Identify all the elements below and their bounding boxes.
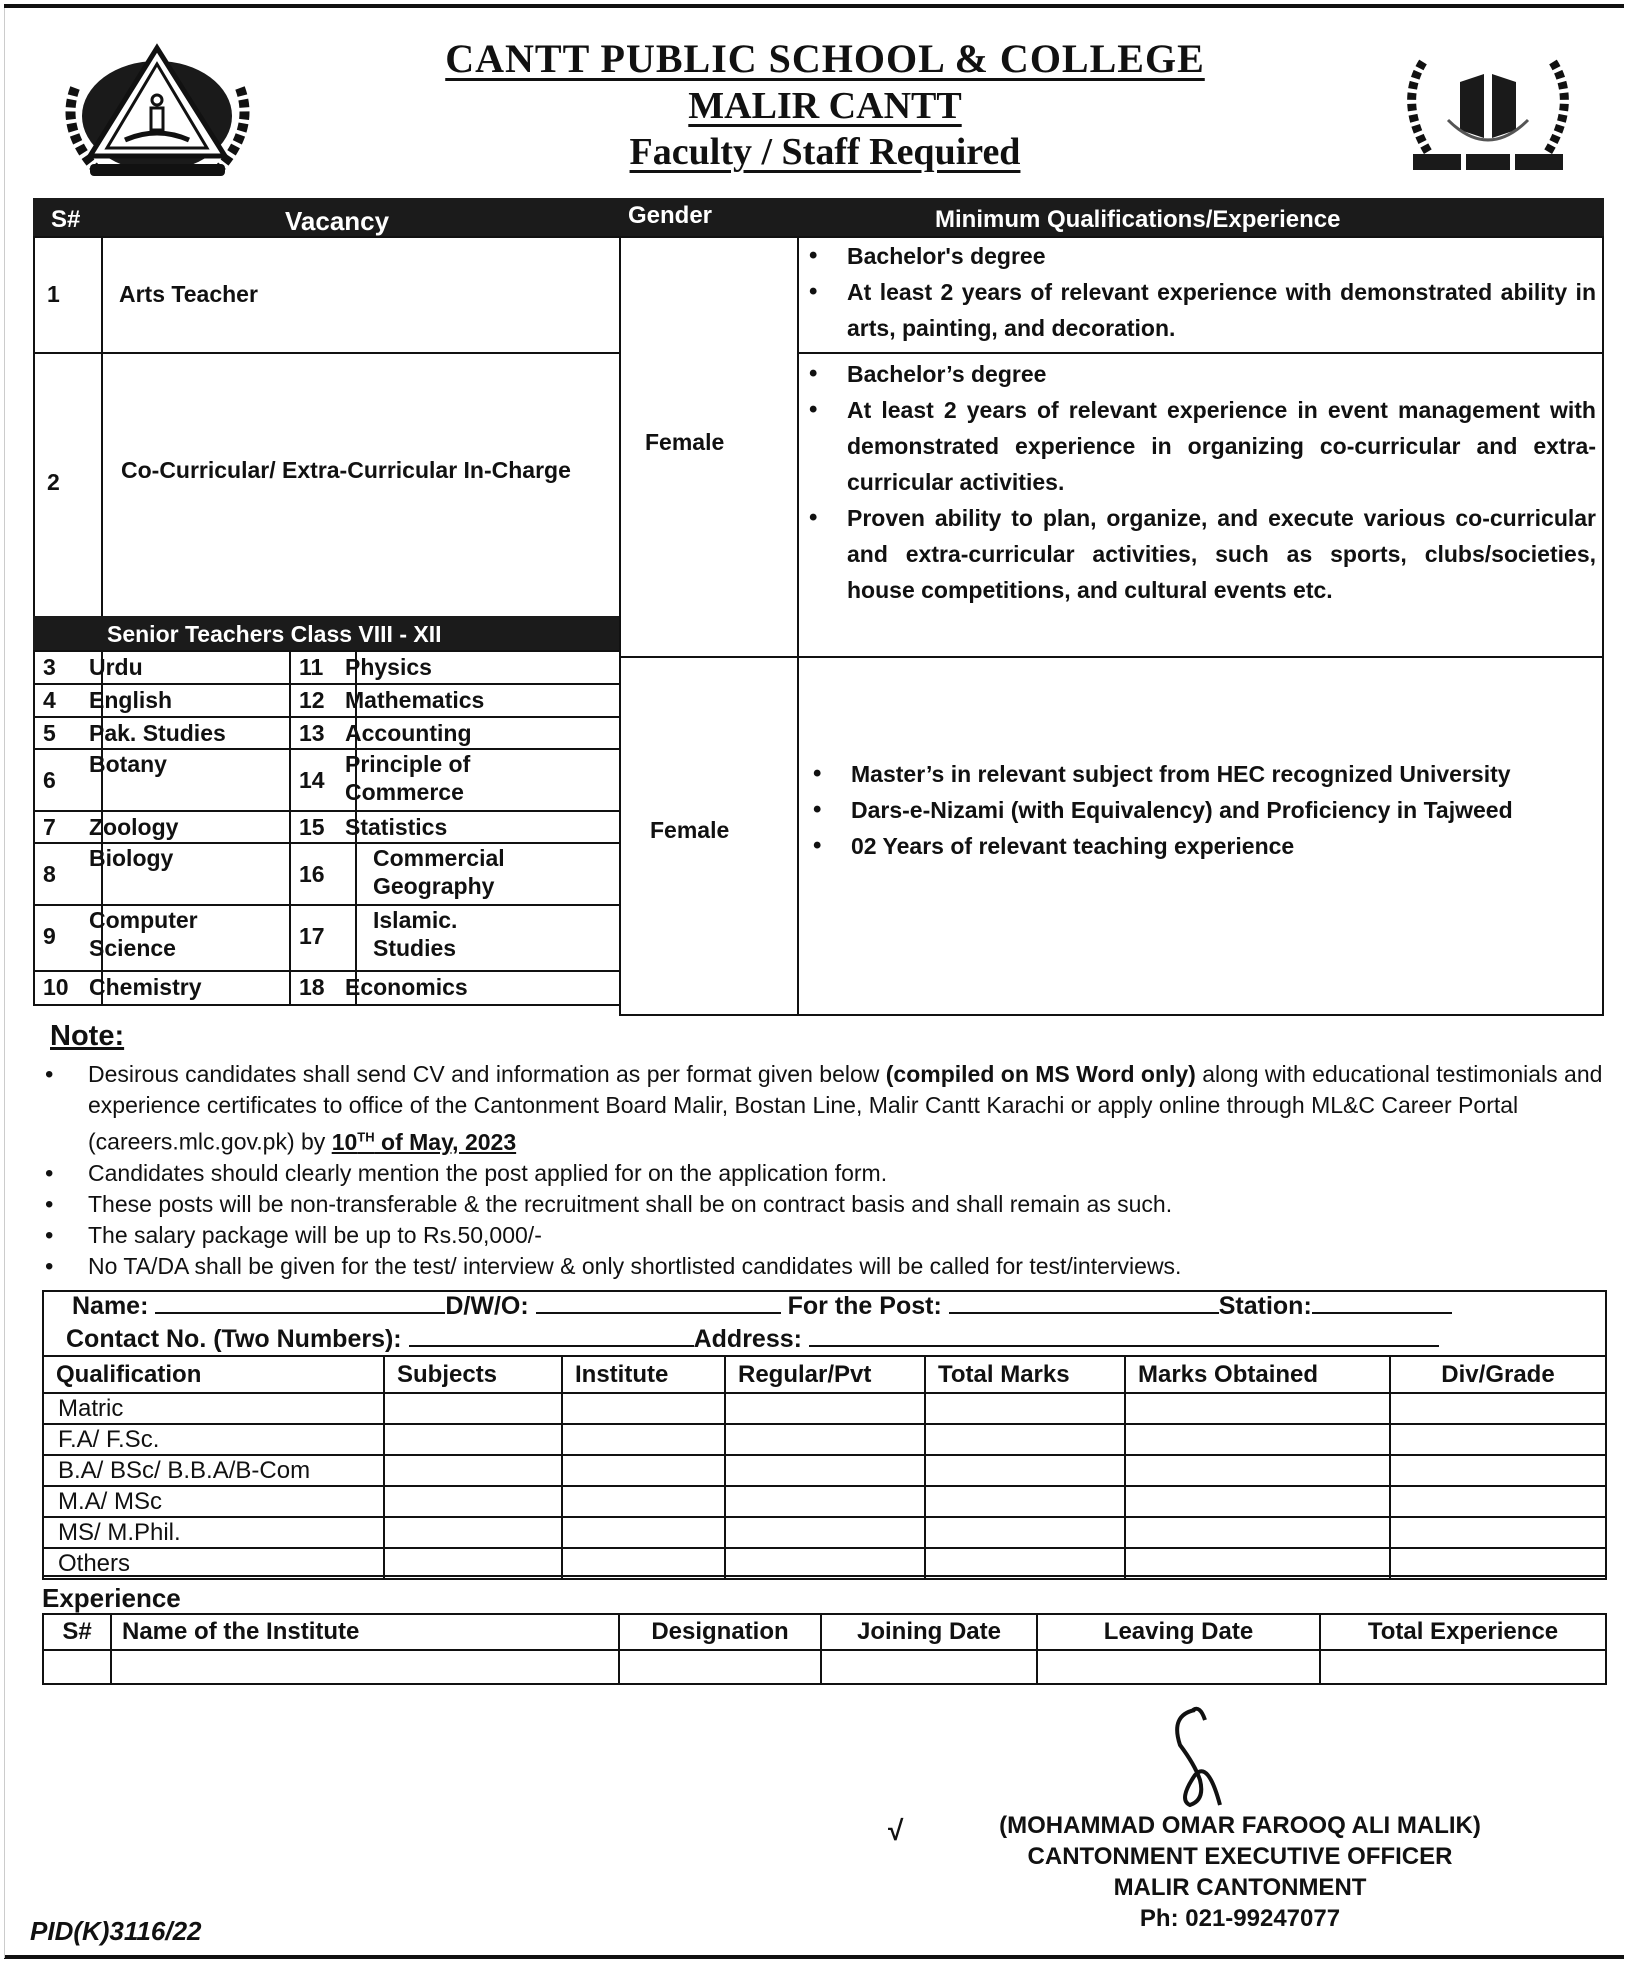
signatory-name: (MOHAMMAD OMAR FAROOQ ALI MALIK) (999, 1812, 1481, 1839)
signatory-office: MALIR CANTONMENT (1113, 1874, 1367, 1901)
exp-cell[interactable] (111, 1650, 619, 1684)
row2-sno: 2 (47, 469, 60, 495)
tick-mark: √ (888, 1815, 904, 1846)
deadline-date: 10TH of May, 2023 (331, 1128, 517, 1155)
qualification-input-cell[interactable] (1390, 1517, 1606, 1548)
subject-sno: 4 (43, 687, 56, 713)
pid-number: PID(K)3116/22 (30, 1916, 202, 1946)
qualification-item: • Proven ability to plan, organize, and execute various co-curricular and extra-curricular activities, such as sports, clubs/societies, house competitions, and cultural events etc. (809, 500, 1596, 608)
station-label: Station: (1218, 1292, 1312, 1320)
qualification-input-cell[interactable] (384, 1455, 562, 1486)
qualification-input-cell[interactable] (1125, 1486, 1390, 1517)
form-row-2 (66, 1325, 1439, 1354)
group2-gender: Female (650, 817, 730, 843)
vacancy-table-header (33, 198, 1604, 238)
subject-name: Chemistry (89, 974, 202, 1000)
signatory-block (880, 1810, 1600, 1934)
qcol: Marks Obtained (1125, 1356, 1390, 1393)
subject-name: Islamic. Studies (373, 907, 458, 961)
page-edge (4, 8, 5, 1958)
qualification-level: F.A/ F.Sc. (43, 1424, 384, 1455)
name-field[interactable] (155, 1292, 445, 1314)
contact-label: Contact No. (Two Numbers): (66, 1325, 402, 1353)
subject-sno: 10 (43, 974, 69, 1000)
subject-sno: 13 (299, 720, 325, 746)
qualification-input-cell[interactable] (384, 1393, 562, 1424)
subject-sno: 12 (299, 687, 325, 713)
qcol: Div/Grade (1390, 1356, 1606, 1393)
post-field[interactable] (949, 1292, 1219, 1314)
qualification-input-cell[interactable] (562, 1393, 725, 1424)
exp-cell[interactable] (43, 1650, 111, 1684)
note-item: • Desirous candidates shall send CV and information as per format given below (compiled on MS Word only) along with educational testimonials and experience certificates to office of the Cantonment Board Malir, Bostan Line, Malir Cantt Karachi or apply online through ML&C Career Portal (careers.mlc.gov.pk) by 10TH of May, 2023 (45, 1059, 1605, 1158)
qualification-row (43, 1424, 1606, 1455)
qualification-input-cell[interactable] (925, 1455, 1125, 1486)
ecol: Leaving Date (1037, 1614, 1320, 1650)
experience-row (43, 1650, 1606, 1684)
contact-field[interactable] (409, 1325, 694, 1347)
qcol: Qualification (43, 1356, 384, 1393)
subject-sno: 8 (43, 861, 56, 887)
senior-teachers-title: Senior Teachers Class VIII - XII (107, 621, 442, 647)
qualification-level: Others (43, 1548, 384, 1579)
note-item: • No TA/DA shall be given for the test/ interview & only shortlisted candidates will be called for test/interviews. (45, 1251, 1605, 1282)
note-item: • The salary package will be up to Rs.50,000/- (45, 1220, 1605, 1251)
qualification-input-cell[interactable] (1390, 1486, 1606, 1517)
row1-sno-cell (33, 236, 103, 354)
school-crest-icon (55, 28, 260, 178)
subject-name: Physics (345, 654, 432, 680)
subject-sno: 3 (43, 654, 56, 680)
qualification-row (43, 1548, 1606, 1579)
qualification-input-cell[interactable] (1125, 1455, 1390, 1486)
subject-sno: 7 (43, 814, 56, 840)
exp-cell[interactable] (1037, 1650, 1320, 1684)
ecol: S# (43, 1614, 111, 1650)
qualification-input-cell[interactable] (1125, 1393, 1390, 1424)
subject-sno: 5 (43, 720, 56, 746)
subject-name: Accounting (345, 720, 472, 746)
qualification-input-cell[interactable] (925, 1424, 1125, 1455)
qualification-input-cell[interactable] (925, 1517, 1125, 1548)
qualification-input-cell[interactable] (1125, 1517, 1390, 1548)
school-name: CANTT PUBLIC SCHOOL & COLLEGE (445, 36, 1205, 81)
subject-sno: 18 (299, 974, 325, 1000)
qualification-input-cell[interactable] (384, 1517, 562, 1548)
qualification-input-cell[interactable] (562, 1486, 725, 1517)
qualification-row (43, 1393, 1606, 1424)
qualification-input-cell[interactable] (1390, 1393, 1606, 1424)
qcol: Total Marks (925, 1356, 1125, 1393)
signature-icon (1150, 1705, 1250, 1815)
form-row-1 (72, 1292, 1452, 1321)
qualification-input-cell[interactable] (1390, 1424, 1606, 1455)
subject-name: Principle of Commerce (345, 751, 471, 805)
address-label: Address: (693, 1325, 802, 1353)
ecol: Joining Date (821, 1614, 1037, 1650)
qualification-input-cell[interactable] (925, 1393, 1125, 1424)
subject-name: Computer Science (89, 907, 198, 961)
subject-name: Pak. Studies (89, 720, 226, 746)
subject-name: Economics (345, 974, 468, 1000)
qualification-input-cell[interactable] (725, 1517, 925, 1548)
qualification-item: • Bachelor's degree (809, 238, 1596, 274)
qualification-input-cell[interactable] (725, 1393, 925, 1424)
subject-sno: 15 (299, 814, 325, 840)
qualification-input-cell[interactable] (562, 1548, 725, 1579)
qualification-input-cell[interactable] (1390, 1455, 1606, 1486)
qualification-input-cell[interactable] (562, 1455, 725, 1486)
qualification-input-cell[interactable] (562, 1517, 725, 1548)
dwo-label: D/W/O: (445, 1292, 529, 1320)
senior-qualifications (813, 756, 1593, 864)
qualification-input-cell[interactable] (725, 1424, 925, 1455)
qualification-level: M.A/ MSc (43, 1486, 384, 1517)
post-label: For the Post: (787, 1292, 942, 1320)
subject-name: Statistics (345, 814, 448, 840)
qualification-input-cell[interactable] (1390, 1548, 1606, 1579)
qualification-input-cell[interactable] (562, 1424, 725, 1455)
row1-sno: 1 (47, 281, 60, 307)
subject-sno: 17 (299, 923, 325, 949)
qualification-row (43, 1455, 1606, 1486)
dwo-field[interactable] (536, 1292, 781, 1314)
subject-sno: 16 (299, 861, 325, 887)
qualification-item: • Master’s in relevant subject from HEC recognized University (813, 756, 1593, 792)
name-label: Name: (72, 1292, 149, 1320)
qualification-input-cell[interactable] (725, 1486, 925, 1517)
ecol: Name of the Institute (111, 1614, 619, 1650)
station-field[interactable] (1312, 1292, 1452, 1314)
note-item: • These posts will be non-transferable & the recruitment shall be on contract basis and shall remain as such. (45, 1189, 1605, 1220)
qcol: Regular/Pvt (725, 1356, 925, 1393)
qualification-input-cell[interactable] (725, 1548, 925, 1579)
subject-name: Botany (89, 751, 167, 777)
vacancy-table (33, 198, 1604, 1016)
subject-sno: 9 (43, 923, 56, 949)
note-item: • Candidates should clearly mention the post applied for on the application form. (45, 1158, 1605, 1189)
qualification-input-cell[interactable] (925, 1486, 1125, 1517)
row2-sno-cell (33, 352, 103, 618)
qualification-level: Matric (43, 1393, 384, 1424)
qualification-item: • At least 2 years of relevant experience with demonstrated ability in arts, painting, and decoration. (809, 274, 1596, 346)
advert-title: Faculty / Staff Required (629, 131, 1021, 173)
subject-name: Commercial Geography (373, 845, 505, 899)
qualification-level: B.A/ BSc/ B.B.A/B-Com (43, 1455, 384, 1486)
experience-heading: Experience (42, 1583, 181, 1613)
qcol: Institute (562, 1356, 725, 1393)
col-gender: Gender (628, 202, 713, 229)
qualification-input-cell[interactable] (384, 1486, 562, 1517)
col-sno: S# (51, 206, 81, 233)
subject-name: Zoology (89, 814, 179, 840)
qualification-table (42, 1355, 1607, 1580)
qualification-item: • At least 2 years of relevant experience in event management with demonstrated experience in organizing co-curricular and extra-curricular activities. (809, 392, 1596, 500)
row2-vacancy-cell (101, 352, 621, 618)
qualification-input-cell[interactable] (1125, 1424, 1390, 1455)
qualification-row (43, 1517, 1606, 1548)
school-location: MALIR CANTT (688, 85, 962, 127)
qualification-input-cell[interactable] (384, 1548, 562, 1579)
note-heading: Note: (50, 1020, 125, 1052)
exp-cell[interactable] (821, 1650, 1037, 1684)
signatory-designation: CANTONMENT EXECUTIVE OFFICER (1027, 1843, 1453, 1870)
ecol: Designation (619, 1614, 821, 1650)
row1-vacancy: Arts Teacher (119, 281, 258, 307)
subject-name: Urdu (89, 654, 143, 680)
row2-vacancy: Co-Curricular/ Extra-Curricular In-Charge (121, 457, 571, 483)
subject-name: Biology (89, 845, 174, 871)
subject-name: English (89, 687, 173, 713)
qualification-item: • 02 Years of relevant teaching experience (813, 828, 1593, 864)
qualification-input-cell[interactable] (384, 1424, 562, 1455)
subject-name: Mathematics (345, 687, 485, 713)
qualification-input-cell[interactable] (925, 1548, 1125, 1579)
qualification-item: • Dars-e-Nizami (with Equivalency) and Proficiency in Tajweed (813, 792, 1593, 828)
subject-sno: 11 (299, 654, 324, 680)
row1-qualifications (809, 238, 1596, 346)
cantonment-board-malir-crest-icon (1398, 42, 1578, 177)
experience-table (42, 1613, 1607, 1685)
exp-cell[interactable] (1320, 1650, 1606, 1684)
qualification-input-cell[interactable] (725, 1455, 925, 1486)
group1-gender: Female (645, 429, 725, 455)
qcol: Subjects (384, 1356, 562, 1393)
signatory-phone: Ph: 021-99247077 (1139, 1905, 1341, 1932)
senior-teachers-header (33, 616, 619, 650)
qualification-row (43, 1486, 1606, 1517)
address-field[interactable] (809, 1325, 1439, 1347)
exp-cell[interactable] (619, 1650, 821, 1684)
col-vacancy: Vacancy (285, 206, 390, 236)
col-qualifications: Minimum Qualifications/Experience (935, 206, 1341, 233)
row2-qualifications (809, 356, 1596, 608)
note-list (45, 1059, 1605, 1282)
subject-sno: 14 (299, 767, 325, 793)
ecol: Total Experience (1320, 1614, 1606, 1650)
qualification-input-cell[interactable] (1125, 1548, 1390, 1579)
qualification-item: • Bachelor’s degree (809, 356, 1596, 392)
qualification-level: MS/ M.Phil. (43, 1517, 384, 1548)
page-header (300, 35, 1350, 175)
subject-sno: 6 (43, 767, 56, 793)
